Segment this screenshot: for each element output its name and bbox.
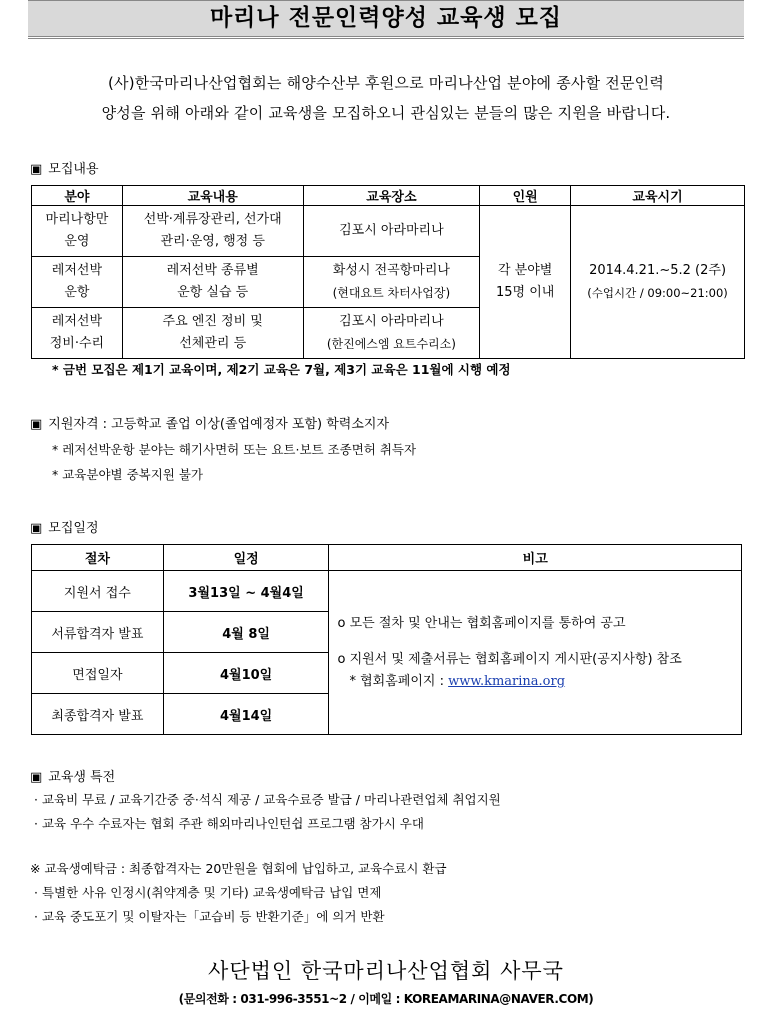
cell-content: 주요 엔진 정비 및 선체관리 등 [122,308,303,359]
square-bullet-icon: ▣ [30,521,43,536]
cell-date: 4월14일 [163,694,329,735]
footer-contact: (문의전화 : 031-996-3551~2 / 이메일 : KOREAMARINA@NAVER.COM) [178,992,594,1006]
header-place: 교육장소 [303,186,480,206]
section-qualification [30,413,389,432]
cell-place: 화성시 전곡항마리나 (현대요트 차터사업장) [303,257,480,308]
section-schedule [30,517,99,536]
section-schedule-label: 모집일정 [48,521,99,536]
deposit-line-2: · 특별한 사유 인정시(취약계층 및 기타) 교육생예탁금 납입 면제 [34,885,382,900]
header-note: 비고 [329,545,742,571]
header-content: 교육내용 [122,186,303,206]
square-bullet-icon: ▣ [30,770,43,785]
cell-place: 김포시 아라마리나 [303,206,480,257]
cell-step: 지원서 접수 [32,571,164,612]
benefit-item-2: · 교육 우수 수료자는 협회 주관 해외마리나인턴쉽 프로그램 참가시 우대 [34,816,424,831]
deposit-line-1: ※ 교육생예탁금 : 최종합격자는 20만원을 협회에 납입하고, 교육수료시 환급 [30,861,447,876]
page-title: 마리나 전문인력양성 교육생 모집 [28,0,744,37]
cell-step: 서류합격자 발표 [32,612,164,653]
cell-field: 마리나항만 운영 [32,206,123,257]
schedule-note-1: o 모든 절차 및 안내는 협회홈페이지를 통하여 공고 [337,615,626,631]
cell-field: 레저선박 운항 [32,257,123,308]
cell-period: 2014.4.21.~5.2 (2주) (수업시간 / 09:00~21:00) [571,206,745,359]
table-header-row [32,545,742,571]
qualification-note-2: * 교육분야별 중복지원 불가 [52,467,203,482]
table-row [32,206,745,257]
cell-date: 3월13일 ~ 4월4일 [163,571,329,612]
square-bullet-icon: ▣ [30,162,43,177]
section-recruit [30,158,99,177]
cell-step: 최종합격자 발표 [32,694,164,735]
schedule-note-3: * 협회홈페이지 : www.kmarina.org [349,673,566,689]
table-row [32,571,742,612]
header-date: 일정 [163,545,329,571]
square-bullet-icon: ▣ [30,417,43,432]
cell-date: 4월10일 [163,653,329,694]
recruit-footnote: * 금번 모집은 제1기 교육이며, 제2기 교육은 7월, 제3기 교육은 11월에 시행 예정 [52,362,511,377]
qualification-note-1: * 레저선박운항 분야는 해기사면허 또는 요트·보트 조종면허 취득자 [52,442,417,457]
cell-date: 4월 8일 [163,612,329,653]
cell-step: 면접일자 [32,653,164,694]
section-benefits [30,766,115,785]
header-capacity: 인원 [480,186,571,206]
schedule-table [31,544,742,735]
table-header-row [32,186,745,206]
section-benefits-label: 교육생 특전 [48,770,116,785]
cell-field: 레저선박 정비·수리 [32,308,123,359]
deposit-line-3: · 교육 중도포기 및 이탈자는「교습비 등 반환기준」에 의거 반환 [34,909,385,924]
intro-line-1: (사)한국마리나산업협회는 해양수산부 후원으로 마리나산업 분야에 종사할 전문인력 [107,74,665,92]
cell-capacity: 각 분야별 15명 이내 [480,206,571,359]
footer-organization: 사단법인 한국마리나산업협회 사무국 [208,959,564,983]
cell-content: 레저선박 종류별 운항 실습 등 [122,257,303,308]
schedule-note-2: o 지원서 및 제출서류는 협회홈페이지 게시판(공지사항) 참조 [337,651,682,667]
cell-place: 김포시 아라마리나 (한진에스엠 요트수리소) [303,308,480,359]
title-divider [28,38,744,39]
section-recruit-label: 모집내용 [48,162,99,177]
section-qualification-label: 지원자격 : 고등학교 졸업 이상(졸업예정자 포함) 학력소지자 [48,417,390,432]
cell-note [329,571,742,735]
header-field: 분야 [32,186,123,206]
header-step: 절차 [32,545,164,571]
cell-content: 선박·계류장관리, 선가대 관리·운영, 행정 등 [122,206,303,257]
intro-line-2: 양성을 위해 아래와 같이 교육생을 모집하오니 관심있는 분들의 많은 지원을 바랍니다. [101,104,671,122]
header-period: 교육시기 [571,186,745,206]
benefit-item-1: · 교육비 무료 / 교육기간중 중·석식 제공 / 교육수료증 발급 / 마리나관련업체 취업지원 [34,792,501,807]
homepage-link[interactable]: www.kmarina.org [448,673,566,689]
recruit-table [31,185,745,359]
